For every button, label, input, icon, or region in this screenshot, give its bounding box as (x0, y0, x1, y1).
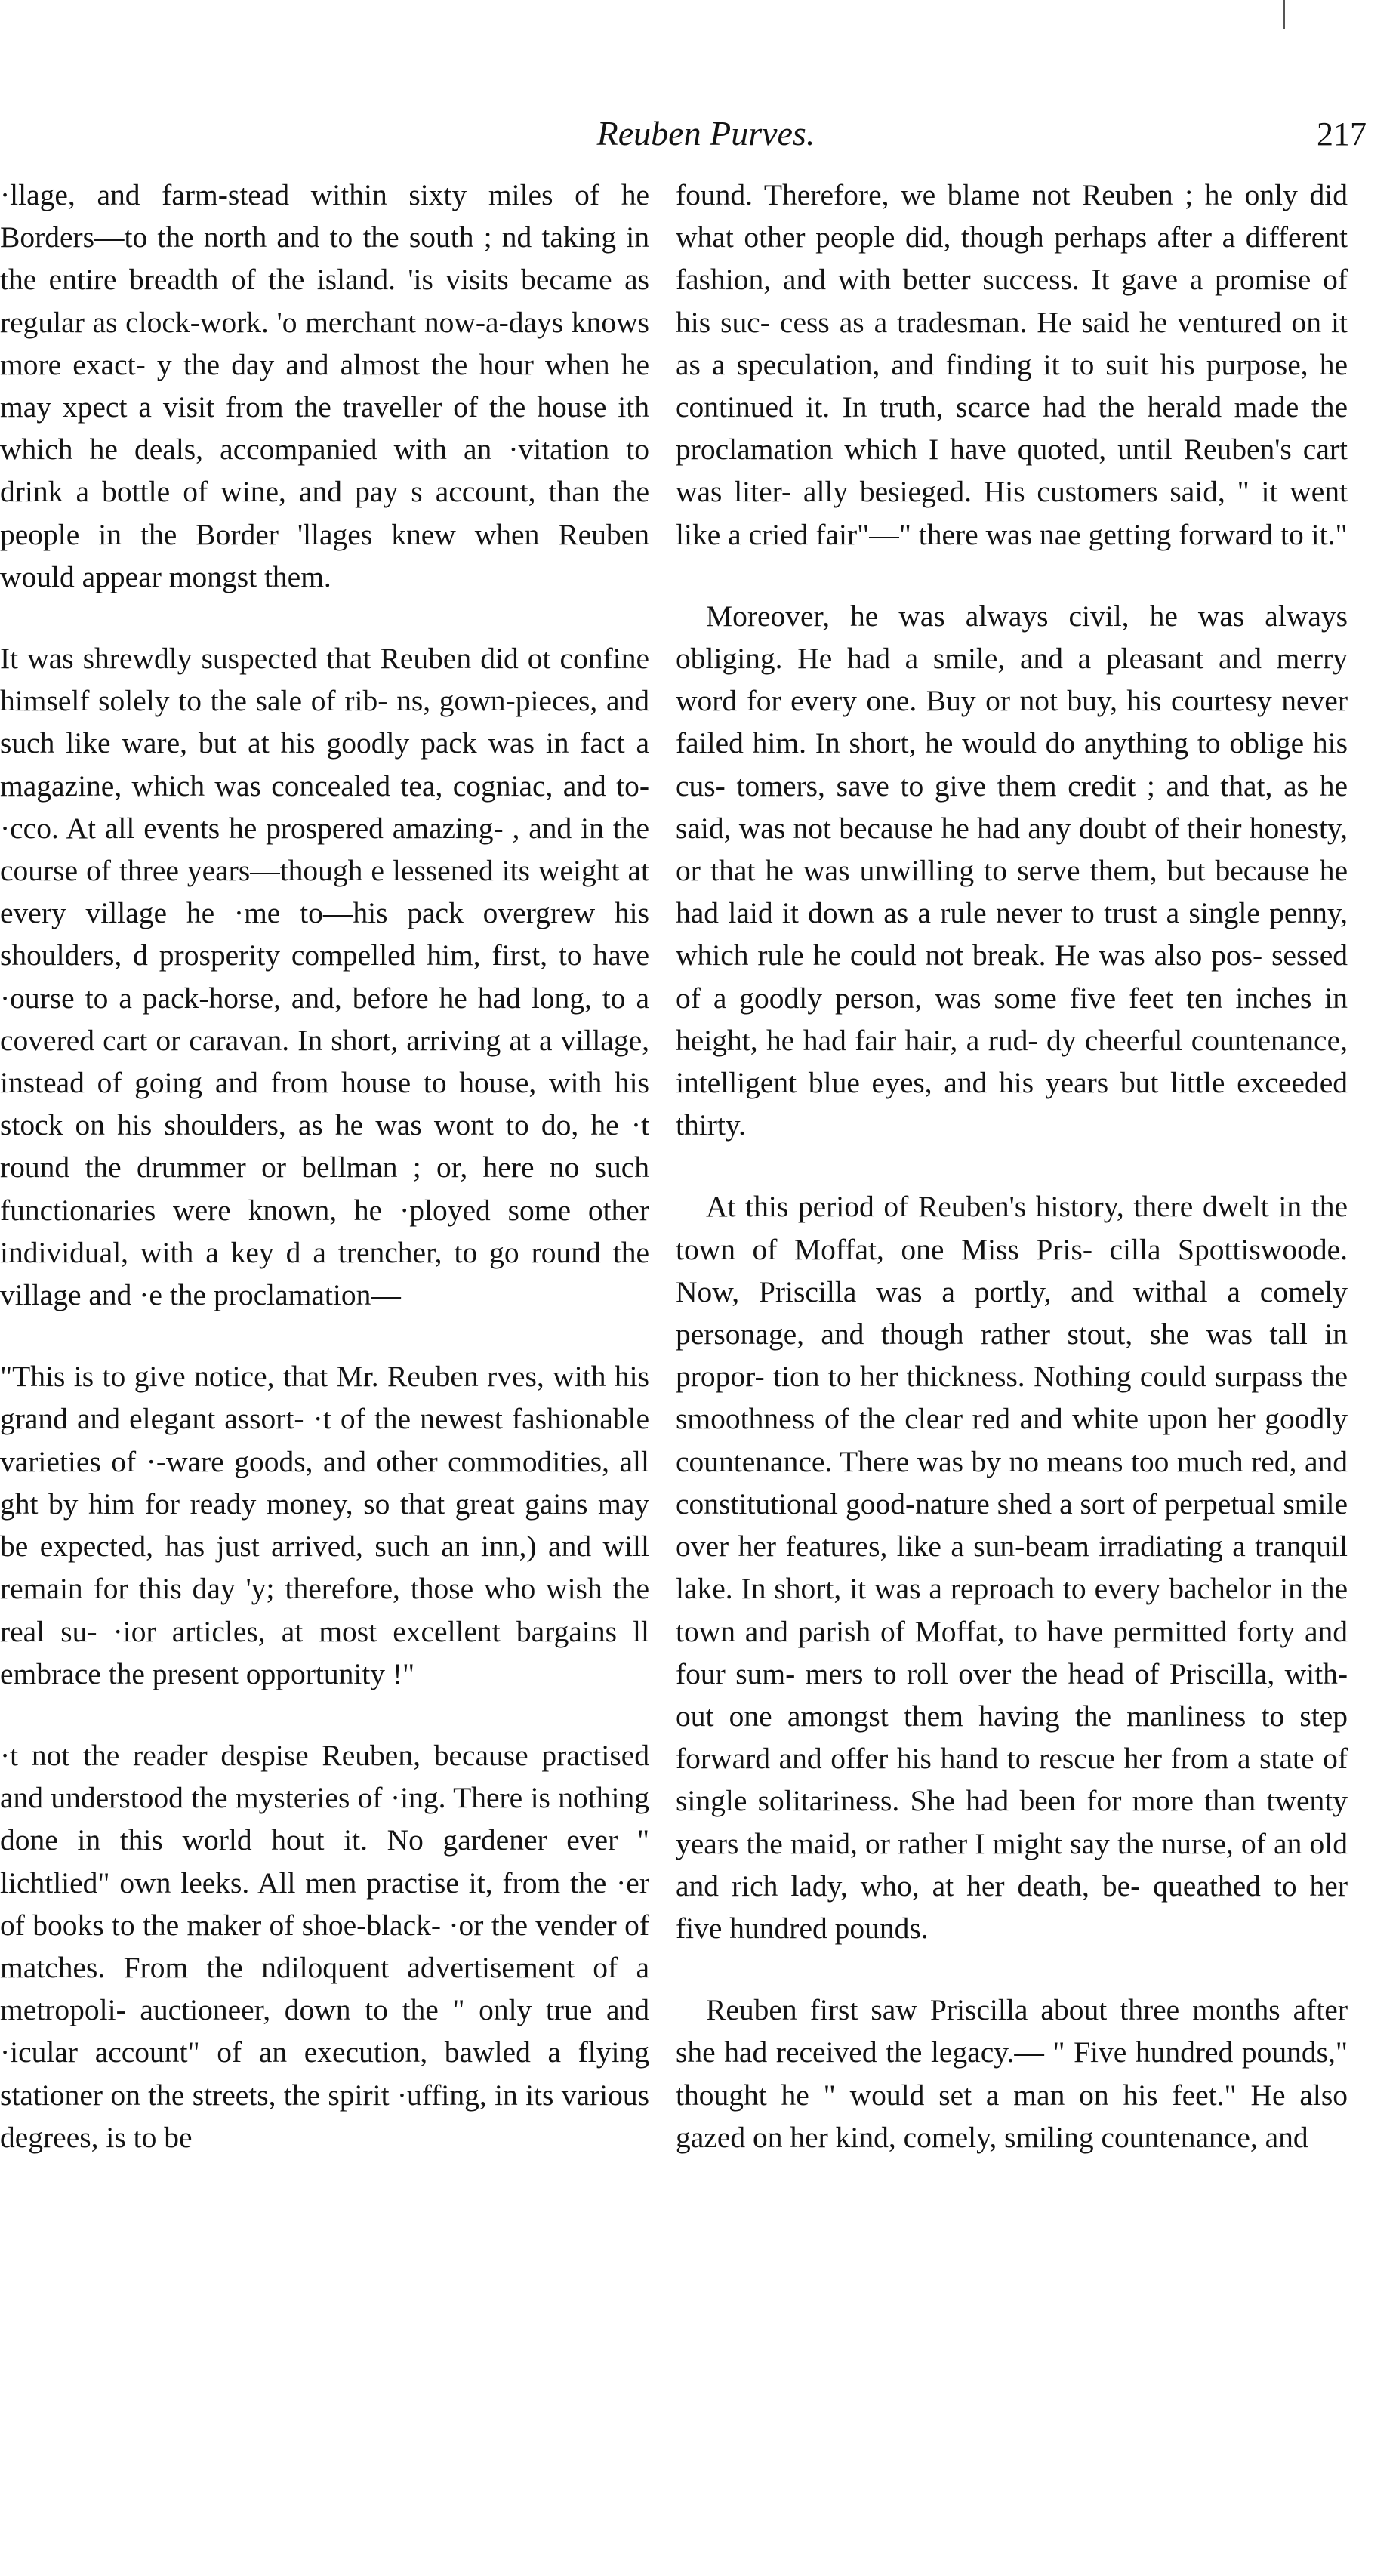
left-paragraph-2: It was shrewdly suspected that Reuben did ot confine himself solely to the sale of rib- ns, gown-pieces, and such like ware, but at his goodly pack was in fact a magazine, which was concealed tea, cogniac, and to- ·cco. At all events he prospered amazing- , and in the course of three years—though e lessened its weight at every village he ·me to—his pack overgrew his shoulders, d prosperity compelled him, first, to have ·ourse to a pack-horse, and, before he had long, to a covered cart or caravan. In short, arriving at a village, instead of going and from house to house, with his stock on his shoulders, as he was wont to do, he ·t round the drummer or bellman ; or, here no such functionaries were known, he ·ployed some other individual, with a key d a trencher, to go round the village and ·e the proclamation— (0, 642, 649, 1312)
top-edge-rule (1283, 0, 1285, 29)
left-paragraph-1: ·llage, and farm-stead within sixty miles of he Borders—to the north and to the south ; nd taking in the entire breadth of the island. 'is visits became as regular as clock-work. 'o merchant now-a-days knows more exact- y the day and almost the hour when he may xpect a visit from the traveller of the house ith which he deals, accompanied with an ·vitation to drink a bottle of wine, and pay s account, than the people in the Border 'llages knew when Reuben would appear mongst them. (0, 178, 649, 593)
left-paragraph-3: "This is to give notice, that Mr. Reuben rves, with his grand and elegant assort- ·t of the newest fashionable varieties of ·-ware goods, and other commodities, all ght by him for ready money, so that great gains may be expected, has just arrived, such an inn,) and will remain for this day 'y; therefore, those who wish the real su- ·ior articles, at most excellent bargains ll embrace the present opportunity !" (0, 1360, 649, 1690)
right-column (676, 174, 1348, 2158)
right-paragraph-1: found. Therefore, we blame not Reuben ; he only did what other people did, though perhaps after a different fashion, and with better success. It gave a promise of his suc- cess as a tradesman. He said he ventured on it as a speculation, and finding it to suit his purpose, he continued it. In truth, scarce had the herald made the proclamation which I have quoted, until Reuben's cart was liter- ally besieged. His customers said, " it went like a cried fair"—" there was nae getting forward to it." (676, 178, 1348, 551)
left-paragraph-4: ·t not the reader despise Reuben, because practised and understood the mysteries of ·ing. There is nothing done in this world hout it. No gardener ever " lichtlied" own leeks. All men practise it, from the ·er of books to the maker of shoe-black- ·or the vender of matches. From the ndiloquent advertisement of a metropoli- auctioneer, down to the " only true and ·icular account" of an execution, bawled a flying stationer on the streets, the spirit ·uffing, in its various degrees, is to be (0, 1738, 649, 2154)
left-column (0, 174, 649, 2158)
page-header (45, 113, 1367, 166)
page-number: 217 (1317, 116, 1367, 153)
right-paragraph-2: Moreover, he was always civil, he was always obliging. He had a smile, and a pleasant and merry word for every one. Buy or not buy, his courtesy never failed him. In short, he would do anything to oblige his cus- tomers, save to give them credit ; and that, as he said, was not because he had any doubt of their honesty, or that he was unwilling to serve them, but because he had laid it down as a rule never to trust a single penny, which rule he could not break. He was also pos- sessed of a goodly person, was some five feet ten inches in height, he had fair hair, a rud- dy cheerful countenance, intelligent blue eyes, and his years but little exceeded thirty. (676, 599, 1348, 1142)
running-title: Reuben Purves. (596, 114, 815, 153)
right-paragraph-3: At this period of Reuben's history, there dwelt in the town of Moffat, one Miss Pris- cilla Spottiswoode. Now, Priscilla was a portly, and withal a comely personage, and though rather stout, she was tall in propor- tion to her thickness. Nothing could surpass the smoothness of the clear red and white upon her goodly countenance. There was by no means too much red, and constitutional good-nature shed a sort of perpetual smile over her features, like a sun-beam irradiating a tranquil lake. In short, it was a reproach to every bachelor in the town and parish of Moffat, to have permitted forty and four sum- mers to roll over the head of Priscilla, with- out one amongst them having the manliness to step forward and offer his hand to rescue her from a state of single solitariness. She had been for more than twenty years the maid, or rather I might say the nurse, of an old and rich lady, who, at her death, be- queathed to her five hundred pounds. (676, 1190, 1348, 1945)
right-paragraph-4: Reuben first saw Priscilla about three months after she had received the legacy.— " Five hundred pounds," thought he " would set a man on his feet." He also gazed on her kind, comely, smiling countenance, and (676, 1993, 1348, 2154)
